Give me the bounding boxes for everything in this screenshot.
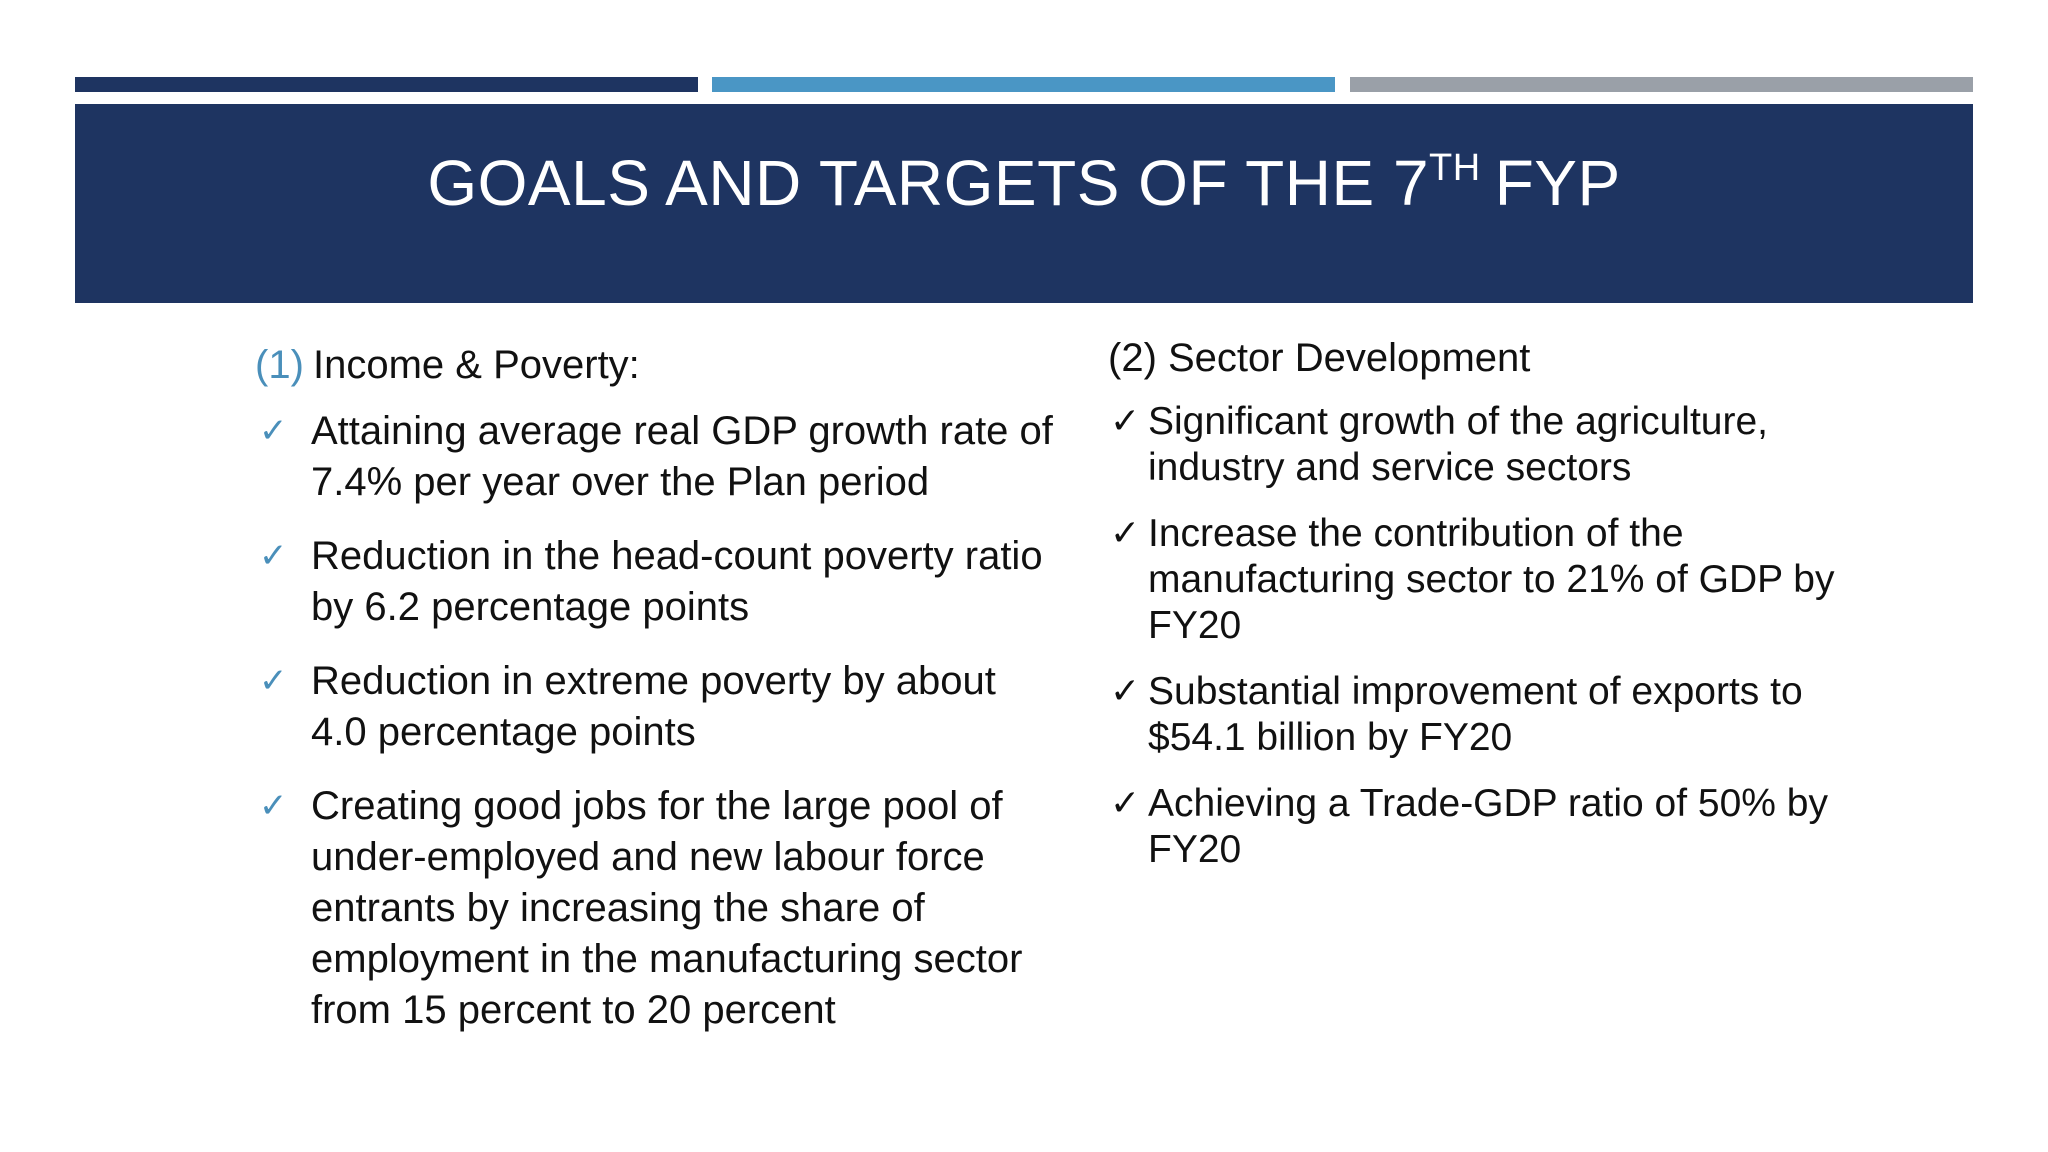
list-item-text: Significant growth of the agriculture, industry and service sectors [1148,400,1769,489]
list-item-text: Attaining average real GDP growth rate of 7.4% per year over the Plan period [311,409,1053,504]
sector-development-column [1108,333,1898,893]
income-poverty-column [255,340,1055,1059]
list-item [1108,669,1898,761]
list-item [1108,781,1898,873]
section-number: (1) [255,343,304,387]
header-stripe-gray [1350,77,1973,92]
checkmark-icon: ✓ [1110,512,1141,553]
title-band [75,104,1973,303]
header-stripe-blue [712,77,1335,92]
list-item-text: Increase the contribution of the manufacturing sector to 21% of GDP by FY20 [1148,512,1835,647]
list-item [255,656,1055,758]
list-item-text: Reduction in extreme poverty by about 4.0 percentage points [311,659,996,754]
checkmark-icon: ✓ [1110,400,1141,441]
list-item [255,406,1055,508]
list-item [255,781,1055,1036]
list-item-text: Substantial improvement of exports to $54.1 billion by FY20 [1148,670,1803,759]
section-heading-income-poverty [255,340,1055,390]
header-stripe-navy [75,77,698,92]
slide-title [427,146,1620,220]
title-suffix: FYP [1494,147,1621,219]
list-item-text: Achieving a Trade-GDP ratio of 50% by FY20 [1148,782,1828,871]
checkmark-icon: ✓ [259,787,288,825]
checkmark-icon: ✓ [259,537,288,575]
list-item [1108,511,1898,649]
title-superscript: TH [1429,147,1481,190]
section-heading-sector-development: (2) Sector Development [1108,336,1531,380]
checkmark-icon: ✓ [1110,670,1141,711]
list-item [255,531,1055,633]
list-item-text: Reduction in the head-count poverty ratio by 6.2 percentage points [311,534,1043,629]
checkmark-icon: ✓ [1110,782,1141,823]
list-item-text: Creating good jobs for the large pool of under-employed and new labour force entrants by increasing the share of employment in the manufacturing sector from 15 percent to 20 percent [311,784,1023,1032]
list-item [1108,399,1898,491]
checkmark-icon: ✓ [259,412,288,450]
section-heading-text: Income & Poverty: [313,343,640,387]
checkmark-icon: ✓ [259,662,288,700]
title-main: GOALS AND TARGETS OF THE 7 [427,147,1430,219]
